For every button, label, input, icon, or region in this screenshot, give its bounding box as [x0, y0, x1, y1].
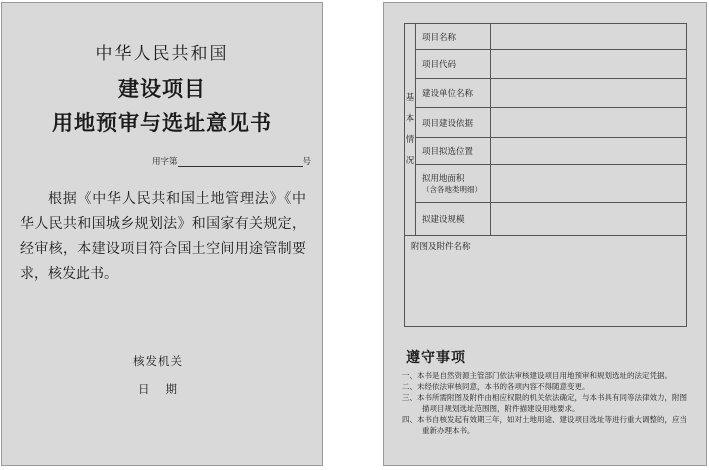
certificate-info-page — [383, 2, 707, 466]
rule-item: 三、本书所需附图及附件由相应权限的机关依法确定，与本书具有同等法律效力，附图描项目规划选址范围图，附件描建设用地要求。 — [402, 393, 687, 413]
row-label-builder-name: 建设单位名称 — [416, 79, 491, 108]
rules-title: 遵守事项 — [406, 350, 466, 366]
rule-item: 四、本书自核发起有效期三年，如对土地用途、建设项目选址等进行重大调整的，应当重新办理本书。 — [402, 415, 687, 435]
row-label-project-name: 项目名称 — [416, 24, 491, 50]
certificate-cover-page — [1, 2, 323, 466]
number-blank — [178, 157, 303, 167]
row-label-project-basis: 项目建设依据 — [416, 108, 491, 138]
rule-item: 一、本书是自然资源主管部门依法审核建设项目用地预审和规划选址的法定凭据。 — [402, 371, 672, 380]
certificate-body-text: 根据《中华人民共和国土地管理法》《中华人民共和国城乡规划法》和国家有关规定，经审核，本建设项目符合国土空间用途管制要求，核发此书。 — [20, 191, 306, 282]
number-prefix: 用字第 — [152, 157, 178, 167]
basic-info-side-label: 基 本 情 况 — [405, 24, 416, 236]
row-value-build-scale[interactable] — [491, 203, 687, 236]
row-value-project-code[interactable] — [491, 50, 687, 79]
row-value-project-name[interactable] — [491, 24, 687, 50]
country-name: 中华人民共和国 — [95, 44, 229, 64]
row-value-project-basis[interactable] — [491, 108, 687, 138]
row-label-build-scale: 拟建设规模 — [416, 203, 491, 236]
row-label-proposed-location: 项目拟选位置 — [416, 138, 491, 165]
certificate-number-line — [152, 155, 311, 167]
rules-list — [402, 370, 694, 436]
attachments-cell[interactable]: 附图及附件名称 — [405, 236, 687, 327]
title-line-2: 用地预审与选址意见书 — [52, 111, 272, 135]
row-value-builder-name[interactable] — [491, 79, 687, 108]
row-value-proposed-location[interactable] — [491, 138, 687, 165]
row-value-land-area[interactable] — [491, 165, 687, 203]
number-suffix: 号 — [302, 157, 312, 167]
rule-item: 二、未经依法审核同意，本书的各项内容不得随意变更。 — [402, 382, 590, 391]
issuer-label: 核发机关 — [133, 354, 183, 368]
row-label-project-code: 项目代码 — [416, 50, 491, 79]
date-label: 日期 — [138, 382, 193, 396]
title-line-1: 建设项目 — [118, 77, 206, 101]
basic-info-table — [404, 23, 687, 327]
row-label-land-area: 拟用地面积 （含各地类明细） — [416, 165, 491, 203]
